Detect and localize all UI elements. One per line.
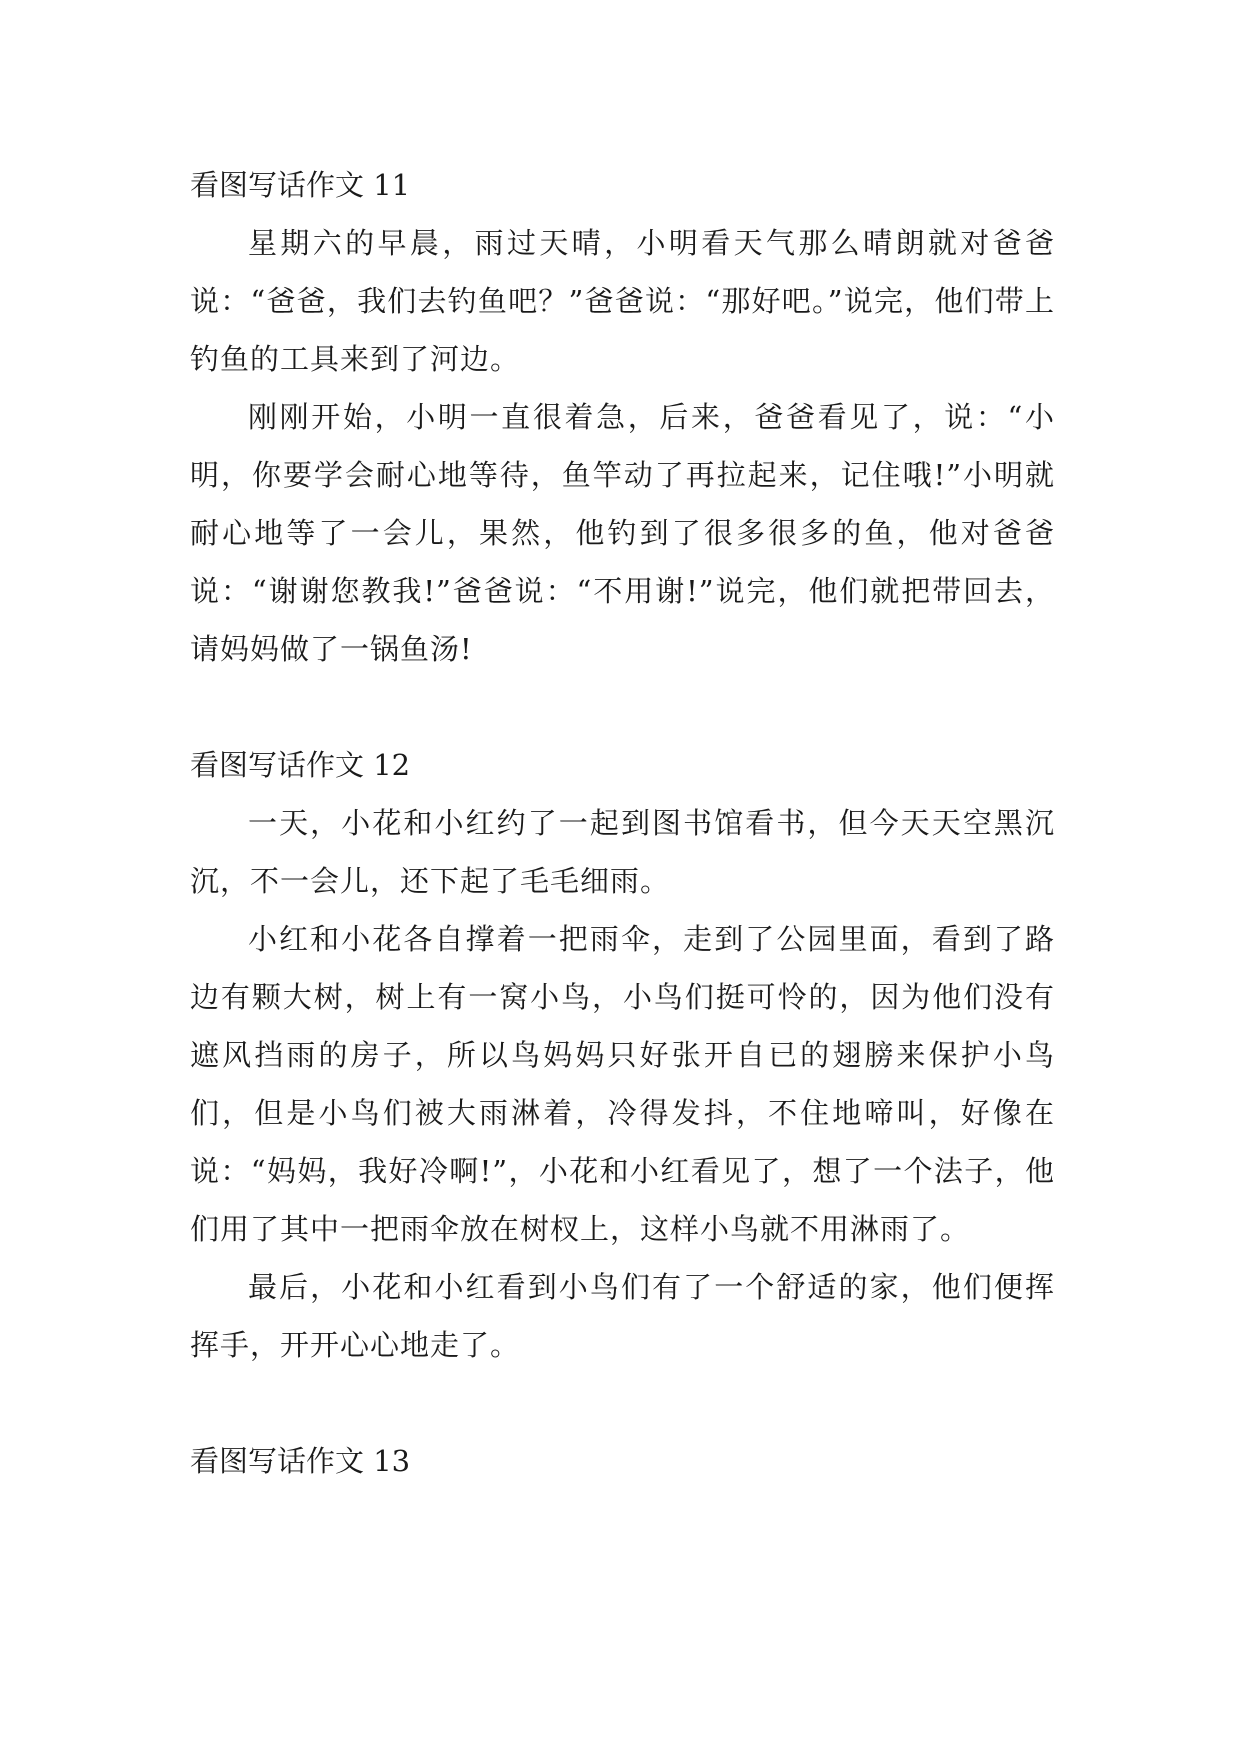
essay-paragraph: 小红和小花各自撑着一把雨伞，走到了公园里面，看到了路边有颗大树，树上有一窝小鸟，小鸟们挺可怜的，因为他们没有遮风挡雨的房子，所以鸟妈妈只好张开自已的翅膀来保护小鸟们，但是小鸟们被大雨淋着，冷得发抖，不住地啼叫，好像在说：“妈妈，我好冷啊!”，小花和小红看见了，想了一个法子，他们用了其中一把雨伞放在树杈上，这样小鸟就不用淋雨了。 — [190, 922, 1055, 1246]
essay-paragraph: 一天，小花和小红约了一起到图书馆看书，但今天天空黑沉沉，不一会儿，还下起了毛毛细雨。 — [190, 806, 1055, 898]
essay-title: 看图写话作文 13 — [190, 1444, 411, 1478]
essay-section-12 — [190, 736, 1055, 1374]
essay-section-13 — [190, 1432, 1055, 1490]
essay-paragraph: 星期六的早晨，雨过天晴，小明看天气那么晴朗就对爸爸说：“爸爸，我们去钓鱼吧？”爸爸说：“那好吧。”说完，他们带上钓鱼的工具来到了河边。 — [190, 226, 1055, 376]
essay-paragraph: 刚刚开始，小明一直很着急，后来，爸爸看见了，说：“小明，你要学会耐心地等待，鱼竿动了再拉起来，记住哦!”小明就耐心地等了一会儿，果然，他钓到了很多很多的鱼，他对爸爸说：“谢谢您教我!”爸爸说：“不用谢!”说完，他们就把带回去，请妈妈做了一锅鱼汤! — [190, 400, 1055, 666]
essay-paragraph: 最后，小花和小红看到小鸟们有了一个舒适的家，他们便挥挥手，开开心心地走了。 — [190, 1270, 1055, 1362]
essay-section-11 — [190, 156, 1055, 678]
document-body — [190, 156, 1055, 1490]
essay-title: 看图写话作文 11 — [190, 168, 411, 202]
essay-title: 看图写话作文 12 — [190, 748, 411, 782]
